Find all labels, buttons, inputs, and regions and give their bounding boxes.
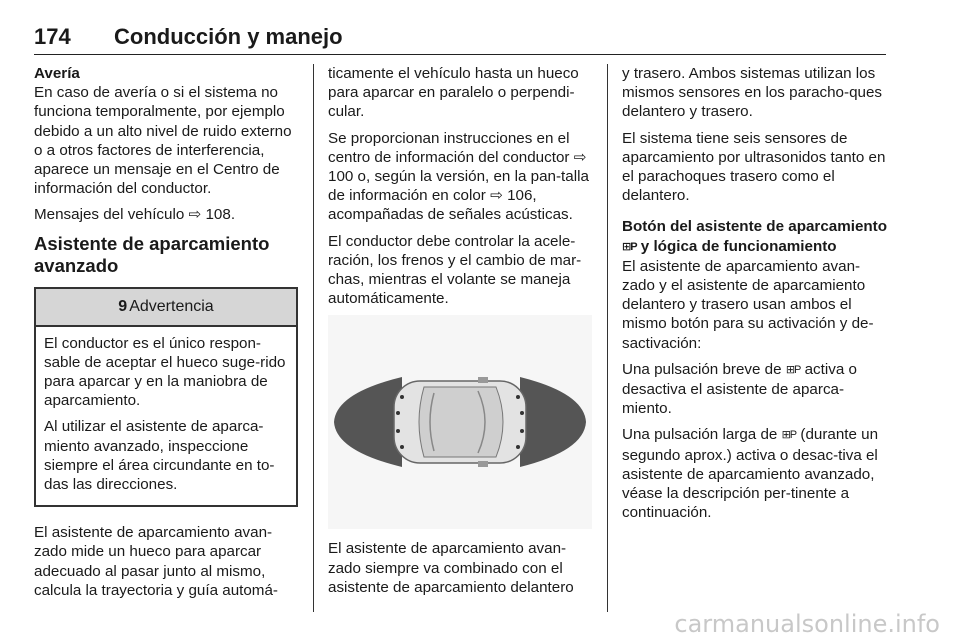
subheading-text-b: y lógica de funcionamiento	[640, 237, 837, 255]
column-3	[622, 64, 888, 529]
warning-box	[34, 287, 298, 508]
mensajes-ref: 108.	[205, 206, 236, 224]
col3-paragraph-2: El sistema tiene seis sensores de aparcamiento por ultrasonidos tanto en el parachoques trasero como el delantero.	[622, 129, 886, 205]
chapter-title: Conducción y manejo	[114, 24, 343, 49]
sensor-dot	[516, 395, 520, 399]
warning-header	[36, 289, 296, 327]
warning-title: Advertencia	[129, 298, 214, 316]
col3-paragraph-3: El asistente de aparcamiento avan-zado y el asistente de aparcamiento delantero y trasero usan ambos el mismo botón para su activación y de-sactivación:	[622, 257, 874, 352]
col2-paragraph-1: ticamente el vehículo hasta un hueco para aparcar en paralelo o perpendi-cular.	[328, 65, 579, 121]
ref-arrow-icon: ⇨	[490, 187, 503, 205]
sensor-dot	[520, 411, 524, 415]
averia-text: En caso de avería o si el sistema no funciona temporalmente, por ejemplo debido a un alto nivel de ruido externo o a otros factores de interferencia, aparece un mensaje en el Centro de información del conductor.	[34, 84, 292, 198]
warning-paragraph-2: Al utilizar el asistente de aparca-miento avanzado, inspeccione siempre el área circundante en to-das las direcciones.	[44, 418, 275, 494]
watermark: carmanualsonline.info	[674, 610, 940, 638]
sensor-dot	[520, 429, 524, 433]
ref-arrow-icon: ⇨	[573, 148, 587, 166]
ref-arrow-icon: ⇨	[188, 206, 202, 224]
col3-p4-text-b: activa o desactiva el asistente de aparca-miento.	[622, 360, 857, 418]
front-sensor-zone	[520, 377, 586, 467]
mirror-left	[478, 377, 488, 383]
column-divider-2	[607, 64, 608, 612]
sensor-dot	[400, 395, 404, 399]
car-sensor-svg	[328, 315, 592, 529]
col3-p4-text-a: Una pulsación breve de	[622, 360, 782, 378]
warning-body	[36, 327, 296, 506]
col2-paragraph-3: El conductor debe controlar la acele-ración, los frenos y el cambio de mar-chas, mientras el volante se maneja automáticamente.	[328, 232, 582, 308]
park-assist-icon: ⊞P	[785, 363, 801, 376]
sensor-dot	[516, 445, 520, 449]
car-cabin	[419, 387, 503, 457]
mensajes-text: Mensajes del vehículo	[34, 206, 185, 224]
col3-p5-text-a: Una pulsación larga de	[622, 426, 778, 444]
col2-p2-text-c: 106, acompañadas de señales acústicas.	[328, 187, 573, 224]
sensor-dot	[396, 411, 400, 415]
section-title: Asistente de aparcamiento avanzado	[34, 232, 270, 276]
col2-paragraph-4: El asistente de aparcamiento avan-zado siempre va combinado con el asistente de aparcamiento delantero	[328, 540, 574, 596]
park-assist-icon: ⊞P	[781, 429, 797, 442]
page-number: 174	[34, 24, 71, 49]
col2-p2-text-b: 100 o, según la versión, en la pan-talla de información en color	[328, 168, 589, 205]
col3-p5-text-b: (durante un segundo aprox.) activa o desac-tiva el asistente de aparcamiento avanzado, véase la descripción per-tinente a continuación.	[622, 426, 879, 522]
column-1	[34, 64, 298, 607]
rear-sensor-zone	[334, 377, 402, 467]
park-assist-icon: ⊞P	[622, 240, 637, 253]
warning-paragraph-1: El conductor es el único respon-sable de aceptar el hueco suge-rido para aparcar y en la maniobra de aparcamiento.	[44, 334, 286, 410]
col2-p2-text-a: Se proporcionan instrucciones en el centro de información del conductor	[328, 129, 570, 166]
column-2	[328, 64, 592, 604]
parking-sensor-illustration	[328, 315, 592, 529]
col3-paragraph-4	[622, 360, 888, 419]
col3-paragraph-5	[622, 425, 888, 522]
col3-paragraph-1: y trasero. Ambos sistemas utilizan los mismos sensores en los paracho-ques delantero y trasero.	[622, 65, 882, 121]
bottom-paragraph: El asistente de aparcamiento avan-zado mide un hueco para aparcar adecuado al pasar junto al mismo, calcula la trayectoria y guía automá-	[34, 524, 278, 599]
column-divider-1	[313, 64, 314, 612]
sensor-dot	[400, 445, 404, 449]
subheading-text-a: Botón del asistente de aparcamiento	[622, 218, 888, 236]
warning-icon: 9	[118, 298, 128, 316]
sensor-dot	[396, 429, 400, 433]
col2-paragraph-2	[328, 129, 592, 225]
averia-title: Avería	[34, 65, 80, 82]
mensajes-paragraph	[34, 205, 298, 224]
col3-subheading	[622, 217, 888, 256]
mirror-right	[478, 461, 488, 467]
page-header	[34, 22, 886, 55]
